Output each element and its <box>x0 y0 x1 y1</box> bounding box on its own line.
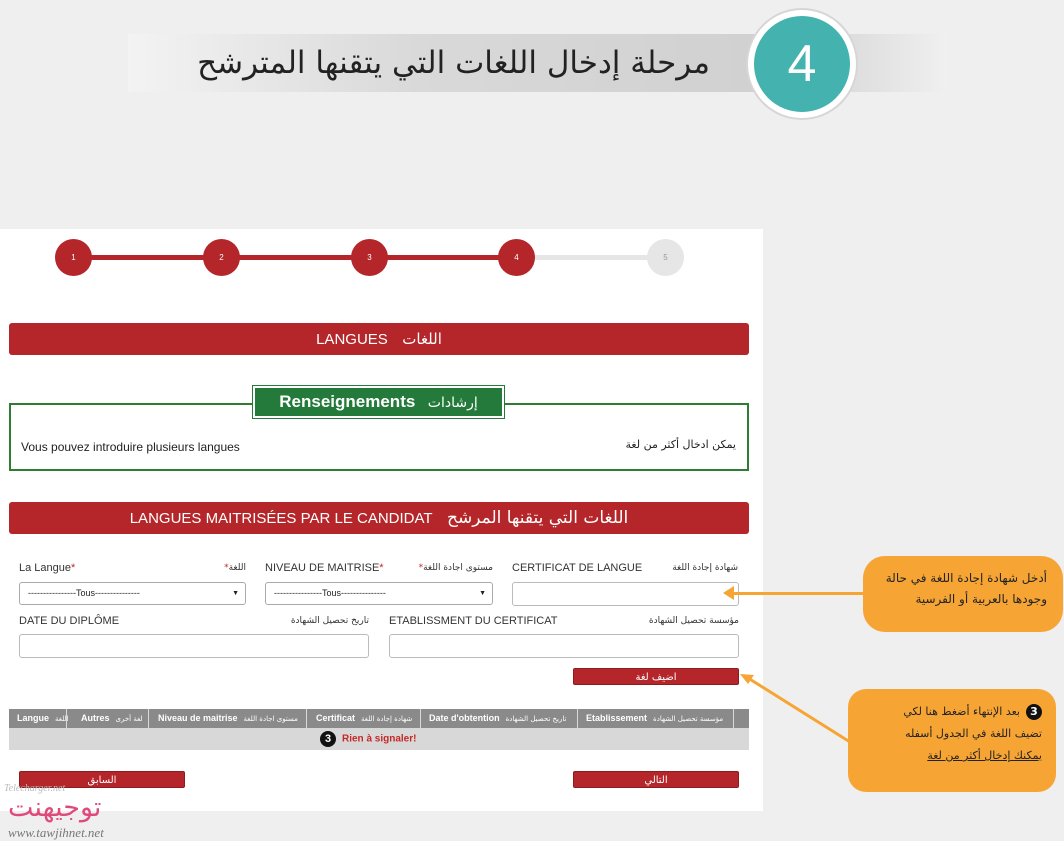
info-tag-fr: Renseignements <box>279 392 416 411</box>
section-header-mastered <box>9 502 749 534</box>
previous-button[interactable]: السابق <box>19 771 185 788</box>
arrow-head-icon <box>723 586 734 600</box>
add-language-button[interactable]: اضيف لغة <box>573 668 739 685</box>
etablissement-label-ar: مؤسسة تحصيل الشهادة <box>648 616 739 626</box>
next-button[interactable]: التالي <box>573 771 739 788</box>
step-4[interactable]: 4 <box>498 239 535 276</box>
certificat-label: CERTIFICAT DE LANGUE <box>512 562 643 574</box>
callout-add-hint <box>848 689 1056 792</box>
step-2[interactable]: 2 <box>203 239 240 276</box>
col-date: Date d'obtention تاريخ تحصيل الشهادة <box>421 709 578 728</box>
step-3[interactable]: 3 <box>351 239 388 276</box>
step-5[interactable]: 5 <box>647 239 684 276</box>
chevron-down-icon: ▼ <box>479 590 486 597</box>
callout-certificat-hint: أدخل شهادة إجادة اللغة في حالة وجودها بالعربية أو الفرسية <box>863 556 1063 632</box>
col-autres: Autres لغة أخرى <box>67 709 149 728</box>
section-title-ar: اللغات التي يتقنها المرشح <box>447 508 629 528</box>
col-certificat: Certificat شهادة إجادة اللغة <box>307 709 421 728</box>
page-title: مرحلة إدخال اللغات التي يتقنها المترشح <box>197 45 710 81</box>
info-text-ar: يمكن ادخال أكثر من لغة <box>625 438 736 451</box>
step-marker-icon: 3 <box>320 731 336 747</box>
callout-add-line1: 3بعد الإنتهاء أضغط هنا لكي <box>858 701 1042 723</box>
section-header-langues <box>9 323 749 355</box>
etablissement-input[interactable] <box>389 634 739 658</box>
etablissement-label: ETABLISSMENT DU CERTIFICAT <box>389 615 558 627</box>
table-empty-message: 3 Rien à signaler! <box>320 731 416 747</box>
niveau-label: NIVEAU DE MAITRISE* <box>265 562 384 574</box>
col-niveau: Niveau de maitrise مستوى اجادة اللغة <box>149 709 307 728</box>
section-title-fr: LANGUES MAITRISÉES PAR LE CANDIDAT <box>129 510 433 527</box>
col-langue: Langue اللغة <box>9 709 67 728</box>
watermark-small: Telecharger.net <box>4 783 66 794</box>
callout-add-line2: تضيف اللغة في الجدول أسفله <box>905 727 1042 740</box>
niveau-select-value: ----------------Tous--------------- <box>274 588 386 598</box>
info-tag-ar: إرشادات <box>427 395 478 411</box>
date-label: DATE DU DIPLÔME <box>19 615 120 627</box>
date-label-ar: تاريخ تحصيل الشهادة <box>290 616 369 626</box>
stepper-progress-line <box>73 255 516 260</box>
step-marker-icon: 3 <box>1026 704 1042 720</box>
info-text-fr: Vous pouvez introduire plusieurs langues <box>21 440 240 454</box>
niveau-select[interactable] <box>265 582 493 605</box>
date-input[interactable] <box>19 634 369 658</box>
section-title-ar: اللغات <box>402 330 442 348</box>
watermark-url: www.tawjihnet.net <box>8 825 104 840</box>
chevron-down-icon: ▼ <box>232 590 239 597</box>
step-number-badge: 4 <box>748 10 856 118</box>
langue-label: La Langue* <box>19 562 76 574</box>
info-tag <box>253 386 504 418</box>
niveau-label-ar: مستوى اجادة اللغة* <box>418 563 493 573</box>
languages-table-header <box>9 709 749 728</box>
watermark-logo: توجيهنت <box>8 792 102 823</box>
certificat-input[interactable] <box>512 582 739 606</box>
callout-arrow-2 <box>740 672 852 744</box>
langue-select[interactable] <box>19 582 246 605</box>
section-title-fr: LANGUES <box>316 331 388 348</box>
certificat-label-ar: شهادة إجادة اللغة <box>672 563 738 573</box>
step-1[interactable]: 1 <box>55 239 92 276</box>
langue-select-value: ----------------Tous--------------- <box>28 588 140 598</box>
callout-add-line3: يمكنك إدخال أكثر من لغة <box>927 749 1042 762</box>
col-etablissement: Etablissement مؤسسة تحصيل الشهادة <box>578 709 734 728</box>
stepper-remaining-line <box>516 255 666 260</box>
callout-arrow-1 <box>731 592 863 595</box>
langue-label-ar: اللغة* <box>224 563 246 573</box>
